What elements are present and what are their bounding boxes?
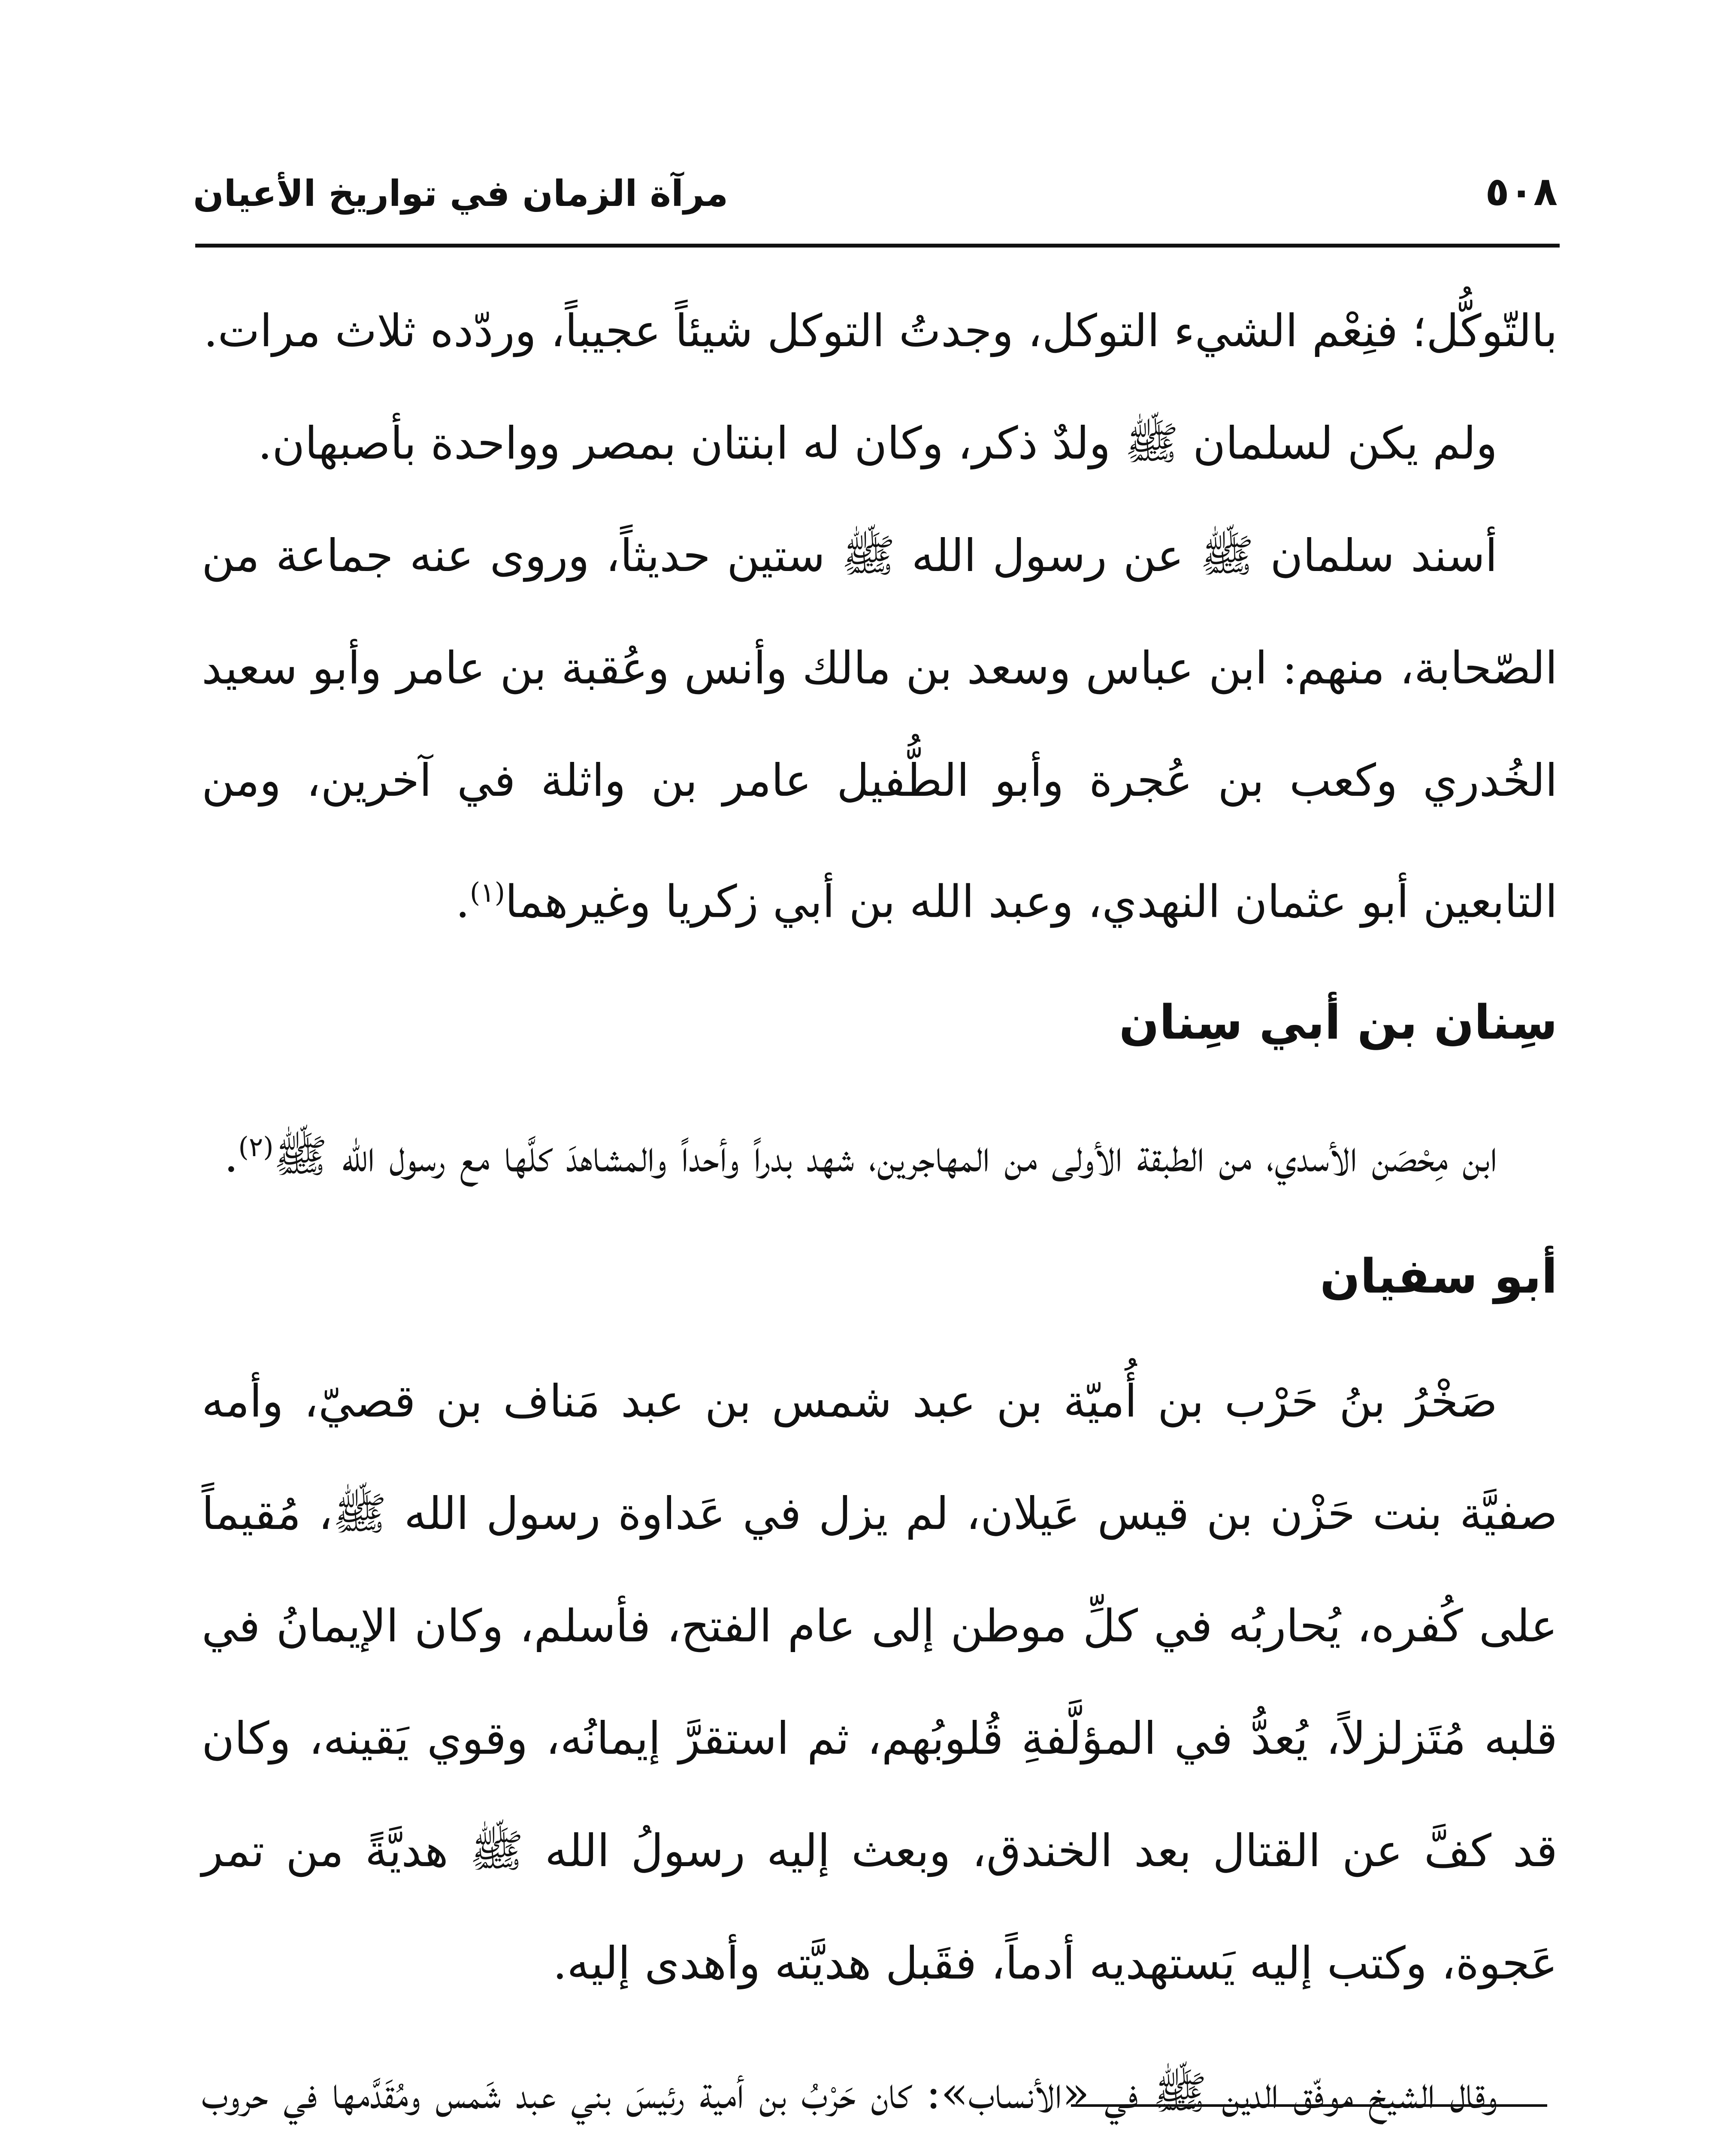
- footnote-ref-2: (٢): [238, 1131, 274, 1163]
- paragraph-4-end: .: [224, 1130, 239, 1182]
- paragraph-1: بالتّوكُّل؛ فنِعْم الشيء التوكل، وجدتُ التوكل شيئاً عجيباً، وردّده ثلاث مرات.: [203, 305, 1558, 357]
- page-header: [193, 142, 1558, 227]
- paragraph-6: وقال الشيخ موفّق الدين ﷺ في «الأنساب»: كان حَرْبُ بن أمية رئيسَ بني عبد شَمس ومُقَدَّمها في حروب: [202, 2066, 1497, 2119]
- section-heading-abu-sufyan: أبو سفيان: [1320, 1249, 1558, 1304]
- paragraph-gap: [202, 2019, 1558, 2036]
- paragraph-3-end: .: [455, 875, 470, 928]
- footnote-ref-1: (١): [469, 877, 505, 908]
- paragraph-2: ولم يكن لسلمان ﷺ ولدٌ ذكر، وكان له ابنتان بمصر وواحدة بأصبهان.: [258, 417, 1497, 469]
- paragraph-5: صَخْرُ بنُ حَرْب بن أُميّة بن عبد شمس بن عبد مَناف بن قصيّ، وأمه صفيَّة بنت حَزْن بن قيس عَيلان، لم يزل في عَداوة رسول الله ﷺ، مُقيماً على كُفره، يُحاربُه في كلِّ موطن إلى عام الفتح، فأسلم، وكان الإيمانُ في قلبه مُتَزلزلاً، يُعدُّ في المؤلَّفةِ قُلوبُهم، ثم استقرَّ إيمانُه، وقوي يَقينه، وكان قد كفَّ عن القتال بعد الخندق، وبعث إليه رسولُ الله ﷺ هديَّةً من تمر عَجوة، وكتب إليه يَستهديه أدماً، فقَبل هديَّته وأهدى إليه.: [202, 1375, 1558, 1990]
- paragraph-4-text: ابن مِحْصَن الأسدي، من الطبقة الأولى من المهاجرين، شهد بدراً وأحداً والمشاهدَ كلَّها مع رسول الله ﷺ: [273, 1130, 1497, 1182]
- running-title: مرآة الزمان في تواريخ الأعيان: [193, 172, 729, 214]
- footnote-rule: [1071, 2104, 1547, 2107]
- paragraph-4: [202, 1091, 1558, 1212]
- footnotes: [202, 2141, 1558, 2145]
- footnote-1: [202, 2141, 1558, 2145]
- section-heading-sinan: سِنان بن أبي سِنان: [1119, 994, 1558, 1050]
- paragraph-3: [202, 499, 1558, 958]
- page-number: ٥٠٨: [1485, 169, 1558, 214]
- paragraph-3-text: أسند سلمان ﷺ عن رسول الله ﷺ ستين حديثاً، وروى عنه جماعة من الصّحابة، منهم: ابن عباس وسعد بن مالك وأنس وعُقبة بن عامر وأبو سعيد الخُدري وكعب بن عُجرة وأبو الطُّفيل عامر بن واثلة في آخرين، ومن التابعين أبو عثمان النهدي، وعبد الله بن أبي زكريا وغيرهما: [202, 529, 1558, 928]
- header-rule: [195, 244, 1560, 248]
- main-text: [202, 275, 1558, 2145]
